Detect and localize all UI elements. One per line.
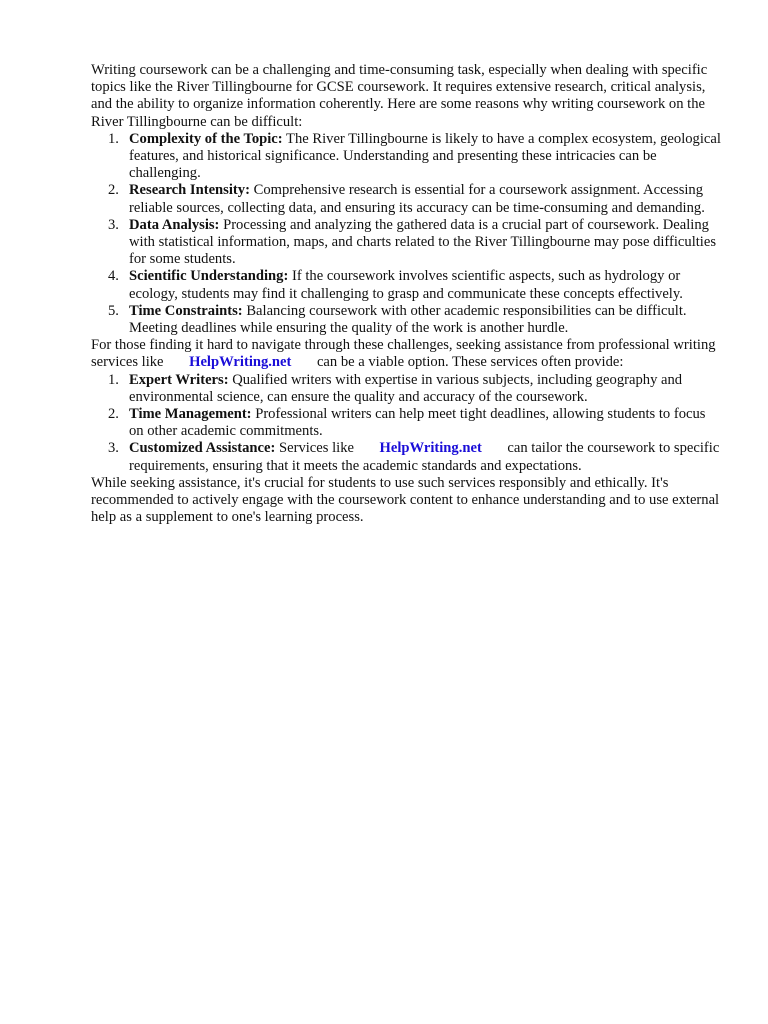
list-item <box>91 303 721 337</box>
list-term: Data Analysis: <box>129 216 220 233</box>
list-term: Customized Assistance: <box>129 440 276 457</box>
assistance-paragraph <box>91 337 721 371</box>
list-text: Processing and analyzing the gathered data is a crucial part of coursework. Dealing with statistical information, maps, and charts related to the River Tillingbourne may pose difficulties for some students. <box>129 216 717 268</box>
list-term: Research Intensity: <box>129 182 250 199</box>
services-list <box>91 372 721 475</box>
list-term: Complexity of the Topic: <box>129 130 283 147</box>
list-text: The River Tillingbourne is likely to have a complex ecosystem, geological features, and historical significance. Understanding and presenting these intricacies can be challenging. <box>129 130 721 182</box>
list-term: Time Constraints: <box>129 302 243 319</box>
list-text: If the coursework involves scientific aspects, such as hydrology or ecology, students may find it challenging to grasp and communicate these concepts effectively. <box>129 268 683 302</box>
list-number: 1. <box>108 130 119 147</box>
list-item <box>91 217 721 269</box>
list-item <box>91 268 721 302</box>
list-term: Scientific Understanding: <box>129 268 289 285</box>
helpwriting-link[interactable]: HelpWriting.net <box>189 354 292 371</box>
helpwriting-link[interactable]: HelpWriting.net <box>379 440 482 457</box>
list-text: Comprehensive research is essential for a coursework assignment. Accessing reliable sources, collecting data, and ensuring its accuracy can be time-consuming and demanding. <box>129 182 705 216</box>
list-number: 1. <box>108 371 119 388</box>
difficulties-list <box>91 131 721 337</box>
list-number: 3. <box>108 440 119 457</box>
list-text: Qualified writers with expertise in various subjects, including geography and environmental science, can ensure the quality and accuracy of the coursework. <box>129 371 683 405</box>
list-text: Balancing coursework with other academic responsibilities can be difficult. Meeting deadlines while ensuring the quality of the work is another hurdle. <box>129 302 687 337</box>
list-text-after: can tailor the coursework to specific requirements, ensuring that it meets the academic standards and expectations. <box>129 440 720 474</box>
assistance-text-before: For those finding it hard to navigate through these challenges, seeking assistance from professional writing services like <box>91 337 716 371</box>
list-number: 3. <box>108 216 119 233</box>
list-text: Professional writers can help meet tight deadlines, allowing students to focus on other academic commitments. <box>129 406 706 440</box>
list-item <box>91 131 721 183</box>
list-number: 2. <box>108 406 119 423</box>
list-term: Time Management: <box>129 406 252 423</box>
list-text-before: Services like <box>279 440 354 457</box>
assistance-text-after: can be a viable option. These services often provide: <box>316 354 624 371</box>
list-term: Expert Writers: <box>129 371 229 388</box>
list-item <box>91 440 721 474</box>
list-item <box>91 406 721 440</box>
intro-paragraph: Writing coursework can be a challenging and time-consuming task, especially when dealing with specific topics like the River Tillingbourne for GCSE coursework. It requires extensive research, critical analysis, and the ability to organize information coherently. Here are some reasons why writing coursework on the River Tillingbourne can be difficult: <box>91 62 708 130</box>
list-number: 5. <box>108 302 119 319</box>
list-item <box>91 182 721 216</box>
document-page <box>91 62 721 526</box>
closing-paragraph: While seeking assistance, it's crucial for students to use such services responsibly and ethically. It's recommended to actively engage with the coursework content to enhance understanding and to use external help as a supplement to one's learning process. <box>91 474 720 526</box>
list-number: 2. <box>108 182 119 199</box>
list-item <box>91 372 721 406</box>
list-number: 4. <box>108 268 119 285</box>
